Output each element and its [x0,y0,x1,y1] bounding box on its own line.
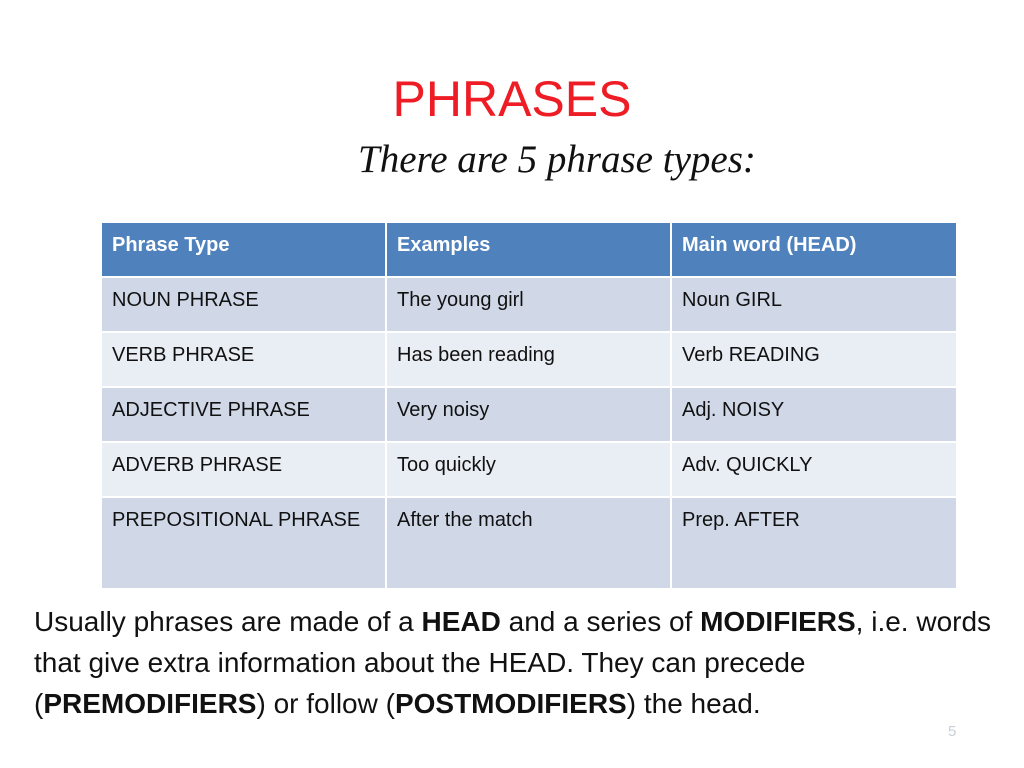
cell-head: Prep. AFTER [671,497,957,589]
term-postmodifiers: POSTMODIFIERS [394,688,627,719]
slide-subtitle: There are 5 phrase types: [358,138,756,181]
header-main-word: Main word (HEAD) [671,222,957,277]
term-premodifiers: PREMODIFIERS [43,688,257,719]
header-examples: Examples [386,222,671,277]
header-phrase-type: Phrase Type [101,222,386,277]
term-modifiers: MODIFIERS [700,606,856,637]
paragraph-text: and a series of [500,606,701,637]
cell-phrase-type: VERB PHRASE [101,332,386,387]
table-row [101,277,957,332]
cell-head: Adv. QUICKLY [671,442,957,497]
table-row [101,332,957,387]
table-row [101,387,957,442]
cell-phrase-type: ADVERB PHRASE [101,442,386,497]
term-head: HEAD [421,606,501,637]
table-row [101,497,957,589]
cell-head: Verb READING [671,332,957,387]
cell-example: After the match [386,497,671,589]
cell-example: Too quickly [386,442,671,497]
table-header-row [101,222,957,277]
cell-phrase-type: PREPOSITIONAL PHRASE [101,497,386,589]
cell-head: Adj. NOISY [671,387,957,442]
paragraph-text: ) or follow ( [256,688,395,719]
cell-head: Noun GIRL [671,277,957,332]
cell-example: The young girl [386,277,671,332]
slide-number: 5 [948,723,957,740]
paragraph-text: Usually phrases are made of a [34,606,422,637]
table-row [101,442,957,497]
cell-example: Has been reading [386,332,671,387]
slide-title: PHRASES [392,71,632,127]
cell-phrase-type: ADJECTIVE PHRASE [101,387,386,442]
paragraph-text: ) the head. [626,688,761,719]
cell-example: Very noisy [386,387,671,442]
paragraph-text: , i.e. words that give extra information about the HEAD. They can precede ( [34,606,992,719]
explanation-paragraph [34,601,1004,724]
cell-phrase-type: NOUN PHRASE [101,277,386,332]
phrase-types-table [100,221,958,590]
